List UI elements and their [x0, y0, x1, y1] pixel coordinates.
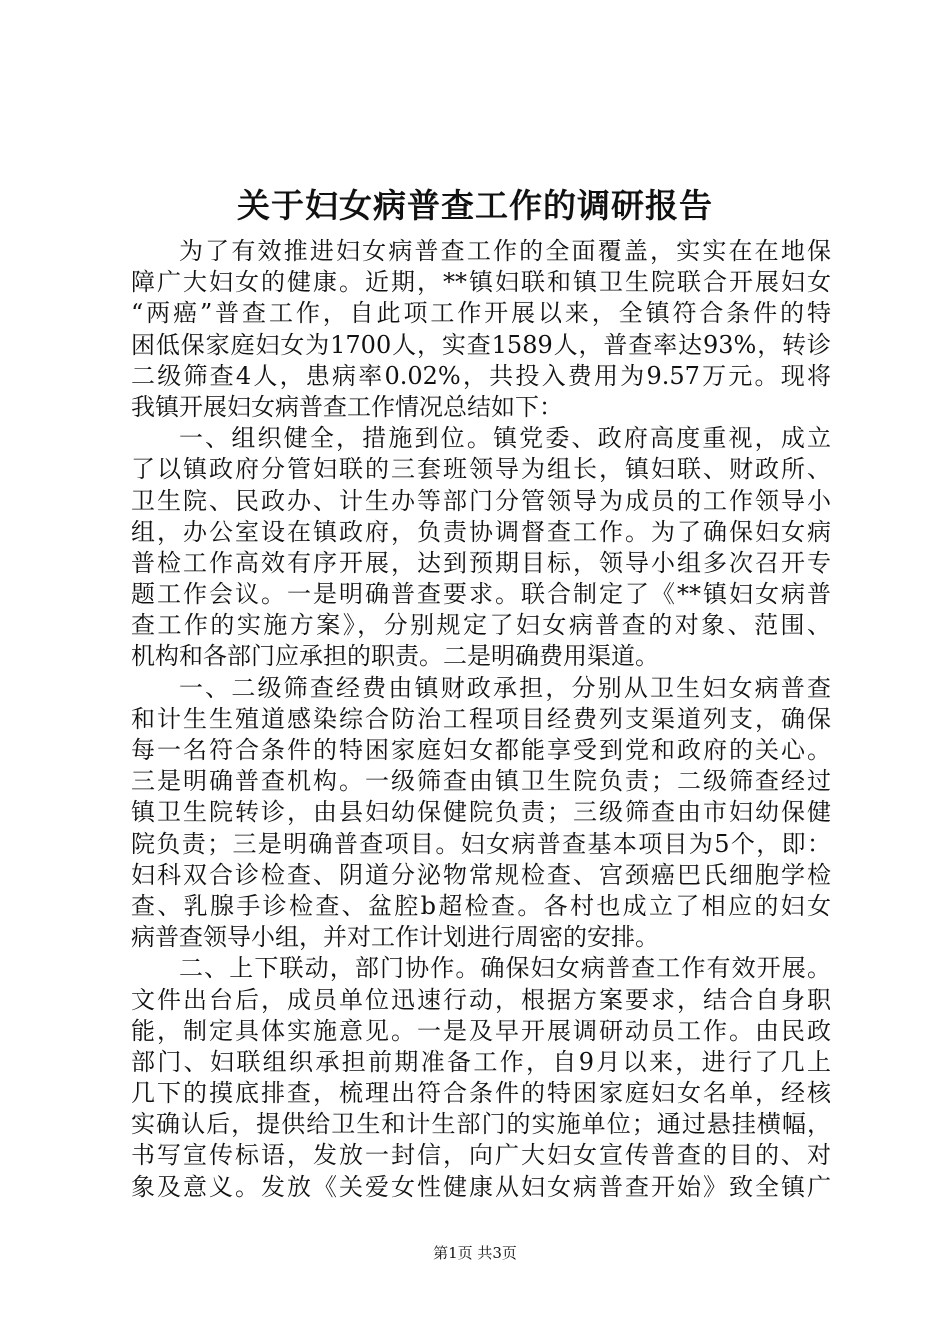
text-line: 我镇开展妇女病普查工作情况总结如下： — [131, 392, 563, 421]
text-line: 一、组织健全，措施到位。镇党委、政府高度重视，成立 — [179, 424, 831, 453]
document-body — [131, 236, 831, 1203]
text-line: 部门、妇联组织承担前期准备工作，自9月以来，进行了几上 — [131, 1047, 831, 1076]
text-line: 每一名符合条件的特困家庭妇女都能享受到党和政府的关心。 — [131, 736, 831, 764]
text-line: 题工作会议。一是明确普查要求。联合制定了《**镇妇女病普 — [131, 580, 831, 609]
text-line: 卫生院、民政办、计生办等部门分管领导为成员的工作领导小 — [131, 486, 831, 515]
text-line: 二级筛查4人，患病率0.02%，共投入费用为9.57万元。现将 — [131, 361, 831, 390]
text-line: 实确认后，提供给卫生和计生部门的实施单位；通过悬挂横幅， — [131, 1110, 831, 1139]
text-line: “两癌”普查工作，自此项工作开展以来，全镇符合条件的特 — [131, 299, 831, 328]
text-line: 三是明确普查机构。一级筛查由镇卫生院负责；二级筛查经过 — [131, 767, 831, 796]
text-line: 为了有效推进妇女病普查工作的全面覆盖，实实在在地保 — [179, 237, 831, 265]
text-line: 能，制定具体实施意见。一是及早开展调研动员工作。由民政 — [131, 1016, 831, 1045]
document-title: 关于妇女病普查工作的调研报告 — [237, 186, 713, 225]
text-line: 查、乳腺手诊检查、盆腔b超检查。各村也成立了相应的妇女 — [131, 891, 831, 920]
text-line: 象及意义。发放《关爱女性健康从妇女病普查开始》致全镇广 — [131, 1172, 831, 1201]
text-line: 院负责；三是明确普查项目。妇女病普查基本项目为5个，即： — [131, 829, 831, 858]
text-line: 妇科双合诊检查、阴道分泌物常规检查、宫颈癌巴氏细胞学检 — [131, 860, 831, 889]
page-number: 第1页 共3页 — [433, 1244, 517, 1262]
text-line: 病普查领导小组，并对工作计划进行周密的安排。 — [131, 923, 659, 952]
text-line: 一、二级筛查经费由镇财政承担，分别从卫生妇女病普查 — [179, 673, 831, 702]
text-line: 组，办公室设在镇政府，负责协调督查工作。为了确保妇女病 — [131, 517, 831, 546]
text-line: 普检工作高效有序开展，达到预期目标，领导小组多次召开专 — [131, 548, 831, 577]
text-line: 和计生生殖道感染综合防治工程项目经费列支渠道列支，确保 — [131, 704, 831, 733]
text-line: 文件出台后，成员单位迅速行动，根据方案要求，结合自身职 — [131, 985, 831, 1014]
text-line: 镇卫生院转诊，由县妇幼保健院负责；三级筛查由市妇幼保健 — [131, 798, 831, 827]
text-line: 查工作的实施方案》，分别规定了妇女病普查的对象、范围、 — [131, 611, 831, 640]
text-line: 几下的摸底排查，梳理出符合条件的特困家庭妇女名单，经核 — [131, 1079, 831, 1108]
text-line: 二、上下联动，部门协作。确保妇女病普查工作有效开展。 — [179, 954, 831, 983]
text-line: 书写宣传标语，发放一封信，向广大妇女宣传普查的目的、对 — [131, 1141, 831, 1170]
text-line: 机构和各部门应承担的职责。二是明确费用渠道。 — [131, 642, 659, 671]
text-line: 障广大妇女的健康。近期，**镇妇联和镇卫生院联合开展妇女 — [131, 268, 831, 297]
text-line: 困低保家庭妇女为1700人，实查1589人，普查率达93%，转诊 — [131, 330, 831, 359]
text-line: 了以镇政府分管妇联的三套班领导为组长，镇妇联、财政所、 — [131, 455, 831, 484]
